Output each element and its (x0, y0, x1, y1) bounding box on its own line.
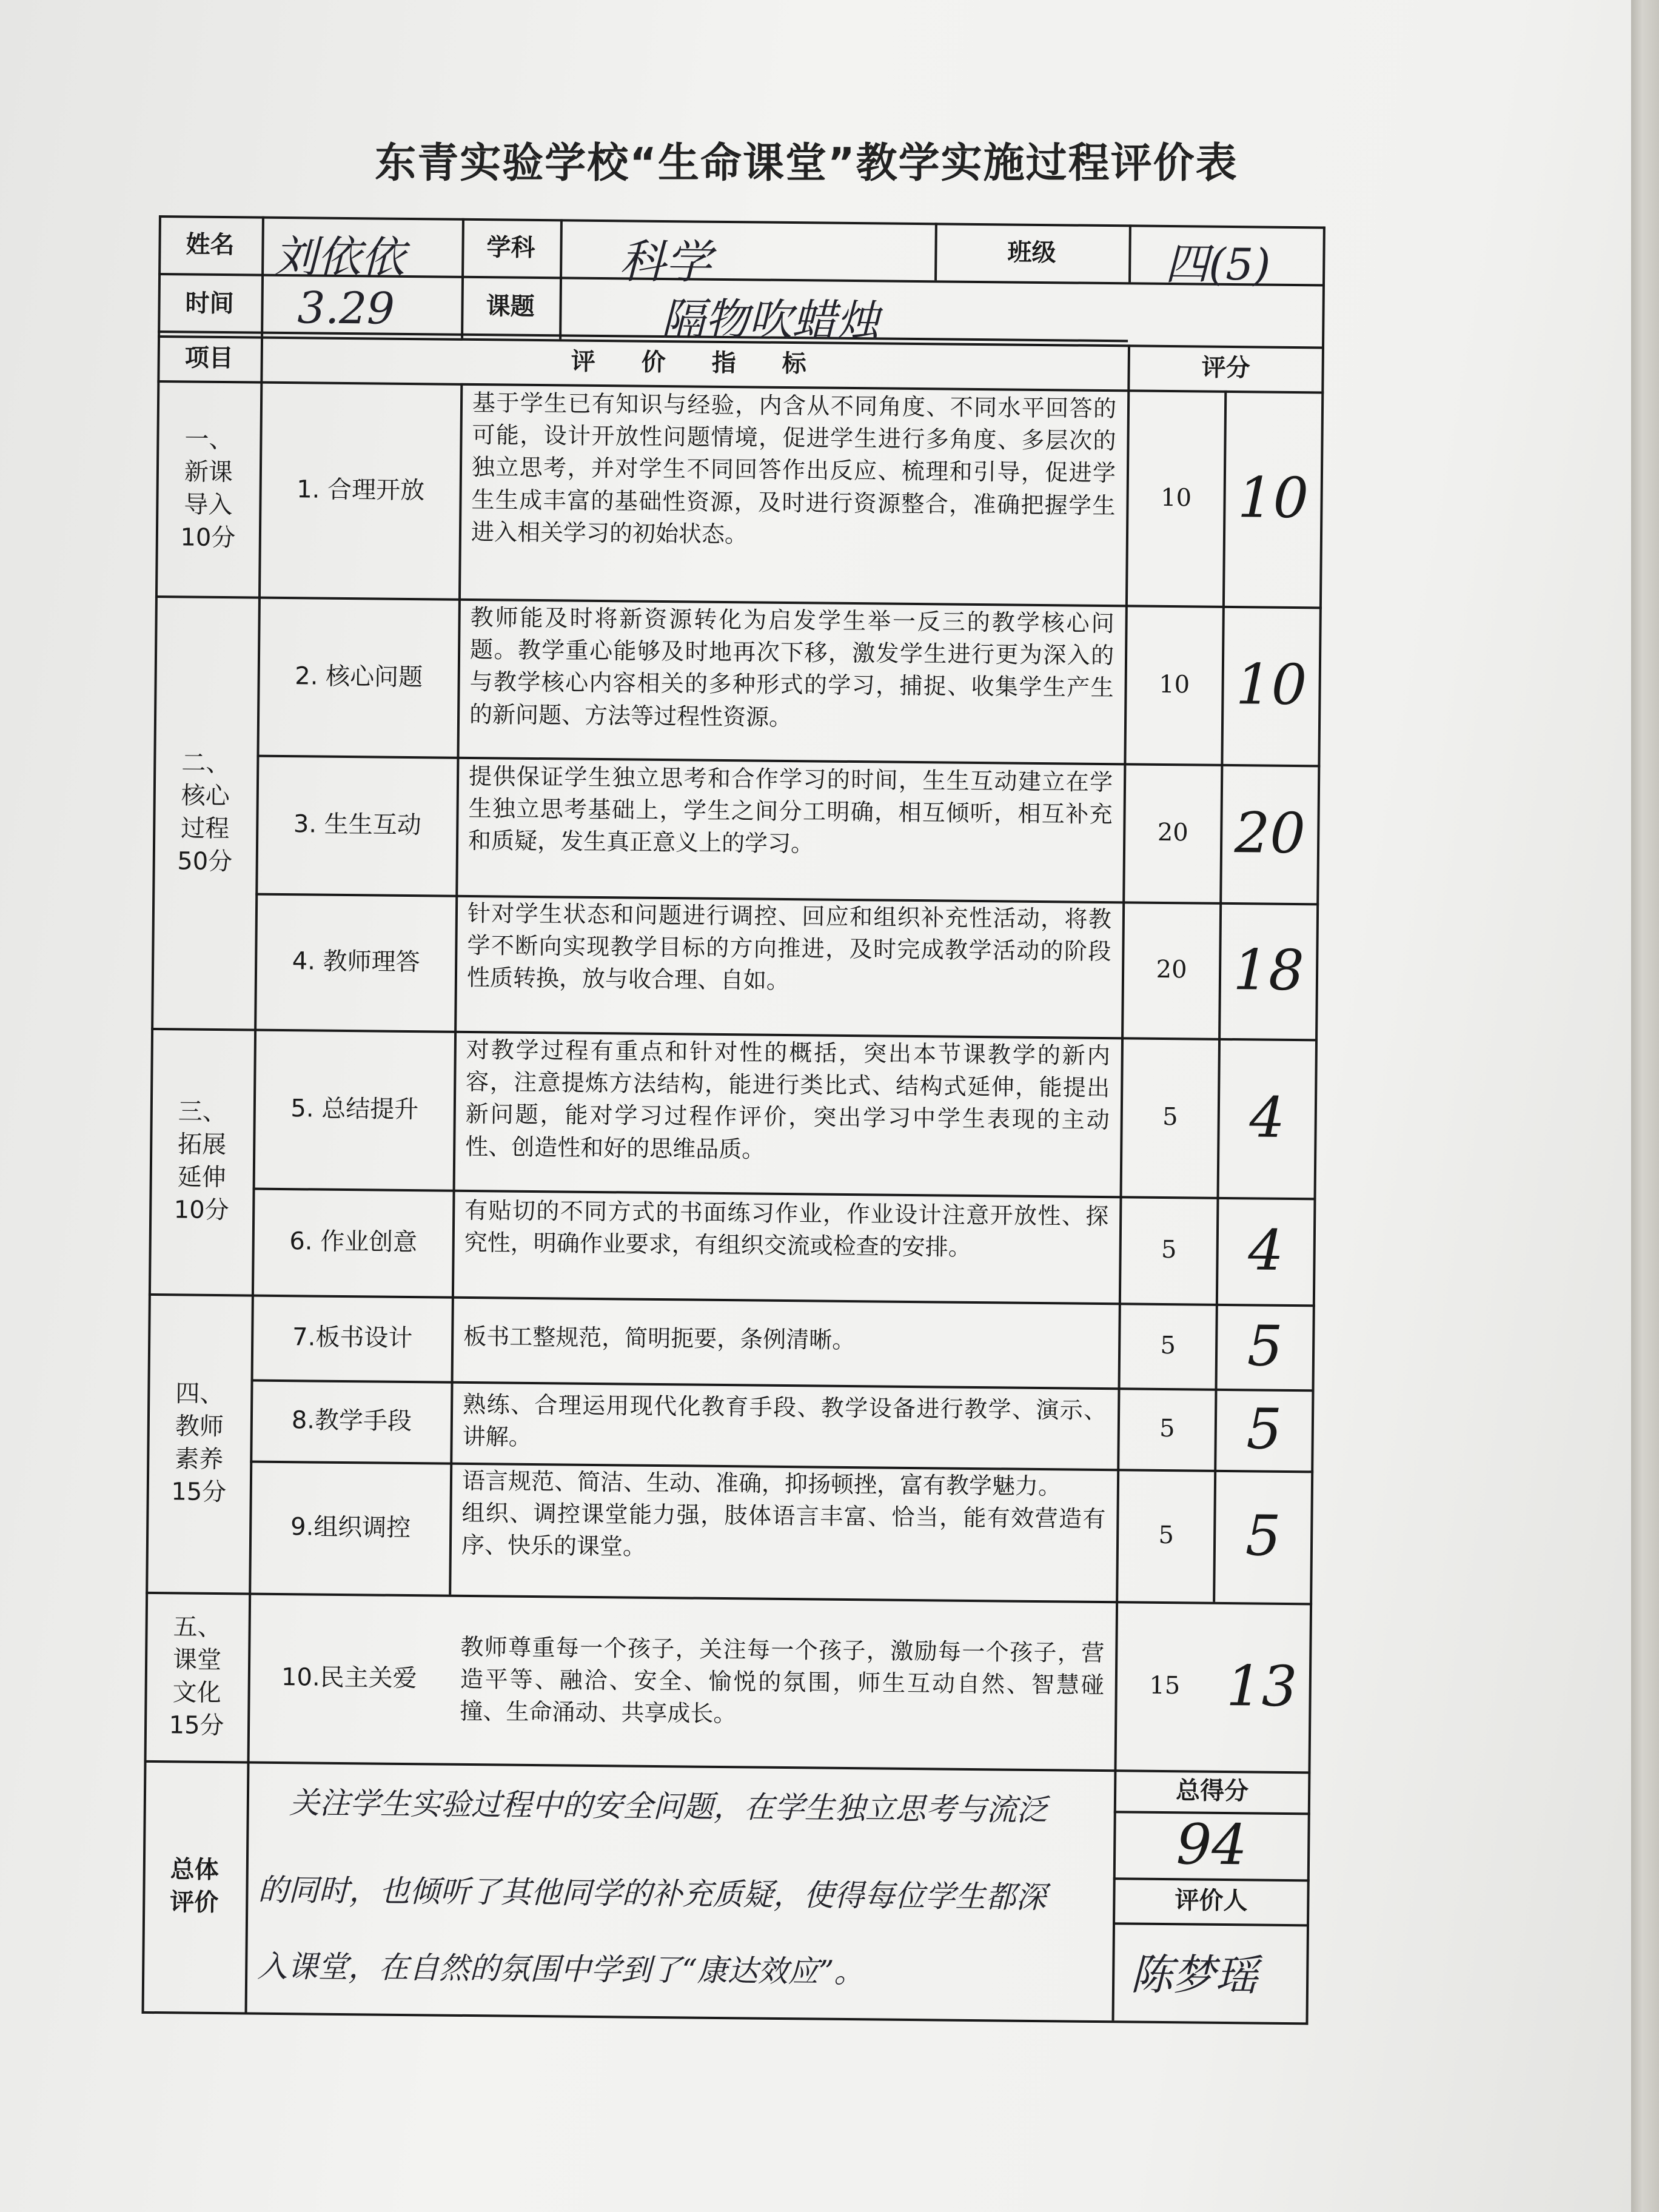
rule-bottom (142, 2011, 1309, 2025)
item-max-score: 20 (1156, 955, 1187, 984)
name-label: 姓名 (186, 230, 235, 259)
item-description: 熟练、合理运用现代化教育手段、教学设备进行教学、演示、讲解。 (462, 1390, 1107, 1451)
score-column-header: 评分 (1201, 354, 1250, 383)
item-given-score: 20 (1234, 800, 1306, 866)
item-max-score: 5 (1161, 1235, 1177, 1264)
item-max-score: 10 (1158, 670, 1190, 699)
item-name: 1. 合理开放 (297, 475, 425, 504)
time-value: 3.29 (297, 282, 395, 334)
item-description: 板书工整规范，简明扼要，条例清晰。 (463, 1322, 856, 1354)
item-description: 针对学生状态和问题进行调控、回应和组织补充性活动，将教学不断向实现教学目标的方向推进，及时完成教学活动的阶段性质转换，放与收合理、自如。 (466, 899, 1112, 994)
indicators-column-header: 评 价 指 标 (571, 347, 817, 378)
subject-value: 科学 (618, 234, 712, 289)
item-given-score: 10 (1235, 652, 1307, 718)
item-name: 2. 核心问题 (295, 662, 423, 691)
subject-label: 学科 (486, 233, 535, 262)
item-given-score: 5 (1247, 1313, 1283, 1379)
class-label: 班级 (1007, 238, 1056, 267)
item-max-score: 10 (1160, 483, 1192, 512)
total-score-value: 94 (1176, 1812, 1248, 1878)
section-5-label: 五、课堂文化15分 (169, 1613, 224, 1740)
item-description: 语言规范、简洁、生动、准确，抑扬顿挫，富有教学魅力。 组织、调控课堂能力强，肢体语言丰富、恰当，能有效营造有序、快乐的课堂。 (461, 1467, 1106, 1561)
item-max-score: 5 (1159, 1414, 1175, 1443)
item-given-score: 18 (1233, 937, 1305, 1004)
item-description: 提供保证学生独立思考和合作学习的时间，生生互动建立在学生独立思考基础上，学生之间分工明确，相互倾听，相互补充和质疑，发生真正意义上的学习。 (468, 762, 1113, 857)
table-edge-background (1631, 0, 1659, 2212)
item-max-score: 5 (1158, 1521, 1175, 1550)
project-column-header: 项目 (184, 344, 233, 373)
item-description: 基于学生已有知识与经验，内含从不同角度、不同水平回答的可能，设计开放性问题情境，促进学生进行多角度、多层次的独立思考，并对学生不同回答作出反应、梳理和引导，促进学生生成丰富的基础性资源，及时进行资源整合，准确把握学生进入相关学习的初始状态。 (471, 389, 1117, 548)
item-max-score: 20 (1157, 818, 1188, 847)
item-given-score: 4 (1247, 1218, 1284, 1283)
item-given-score: 13 (1225, 1653, 1298, 1720)
class-value: 四(5) (1164, 238, 1271, 290)
item-name: 7.板书设计 (292, 1323, 413, 1353)
item-given-score: 5 (1245, 1503, 1281, 1569)
total-score-label: 总得分 (1175, 1777, 1249, 1806)
evaluator-signature: 陈梦瑶 (1130, 1949, 1258, 2001)
item-max-score: 15 (1149, 1671, 1181, 1700)
overall-comment-line-1: 关注学生实验过程中的安全问题，在学生独立思考与流泛 (289, 1785, 1048, 1828)
item-name: 10.民主关爱 (281, 1663, 417, 1693)
form-title: 东青实验学校“生命课堂”教学实施过程评价表 (375, 139, 1238, 187)
item-given-score: 10 (1237, 465, 1309, 531)
overall-label: 总体评价 (170, 1855, 220, 1917)
overall-comment-line-2: 的同时，也倾听了其他同学的补充质疑，使得每位学生都深 (258, 1872, 1047, 1915)
item-name: 5. 总结提升 (290, 1094, 419, 1124)
name-value: 刘依依 (273, 230, 405, 283)
item-max-score: 5 (1160, 1331, 1176, 1360)
section-3-label: 三、拓展延伸10分 (173, 1098, 229, 1225)
overall-comment-line-3: 入课堂，在自然的氛围中学到了“康达效应”。 (257, 1948, 865, 1990)
time-label: 时间 (185, 289, 234, 318)
item-name: 8.教学手段 (291, 1406, 412, 1436)
topic-value: 隔物吹蜡烛 (660, 293, 880, 347)
item-given-score: 4 (1249, 1085, 1285, 1150)
item-description: 教师能及时将新资源转化为启发学生举一反三的教学核心问题。教学重心能够及时地再次下移，激发学生进行更为深入的与教学核心内容相关的多种形式的学习，捕捉、收集学生产生的新问题、方法等过程性资源。 (469, 603, 1114, 731)
section-2-label: 二、核心过程50分 (177, 748, 233, 876)
item-given-score: 5 (1246, 1396, 1282, 1462)
evaluation-form (141, 215, 1340, 2052)
item-max-score: 5 (1162, 1102, 1178, 1131)
item-name: 4. 教师理答 (292, 947, 420, 977)
section-4-label: 四、教师素养15分 (171, 1379, 227, 1507)
item-description: 有贴切的不同方式的书面练习作业，作业设计注意开放性、探究性，明确作业要求，有组织交流或检查的安排。 (464, 1196, 1109, 1261)
item-description: 教师尊重每一个孩子，关注每一个孩子，激励每一个孩子，营造平等、融洽、安全、愉悦的氛围，师生互动自然、智慧碰撞、生命涌动、共享成长。 (460, 1633, 1105, 1728)
topic-label: 课题 (486, 292, 535, 321)
item-name: 6. 作业创意 (289, 1227, 418, 1257)
section-1-label: 一、新课导入10分 (180, 424, 236, 552)
item-description: 对教学过程有重点和针对性的概括，突出本节课教学的新内容，注意提炼方法结构，能进行类比式、结构式延伸，能提出新问题，能对学习过程作评价，突出学习中学生表现的主动性、创造性和好的思维品质。 (465, 1036, 1110, 1163)
item-name: 3. 生生互动 (293, 810, 422, 840)
evaluator-label: 评价人 (1175, 1886, 1248, 1915)
item-name: 9.组织调控 (290, 1513, 411, 1543)
